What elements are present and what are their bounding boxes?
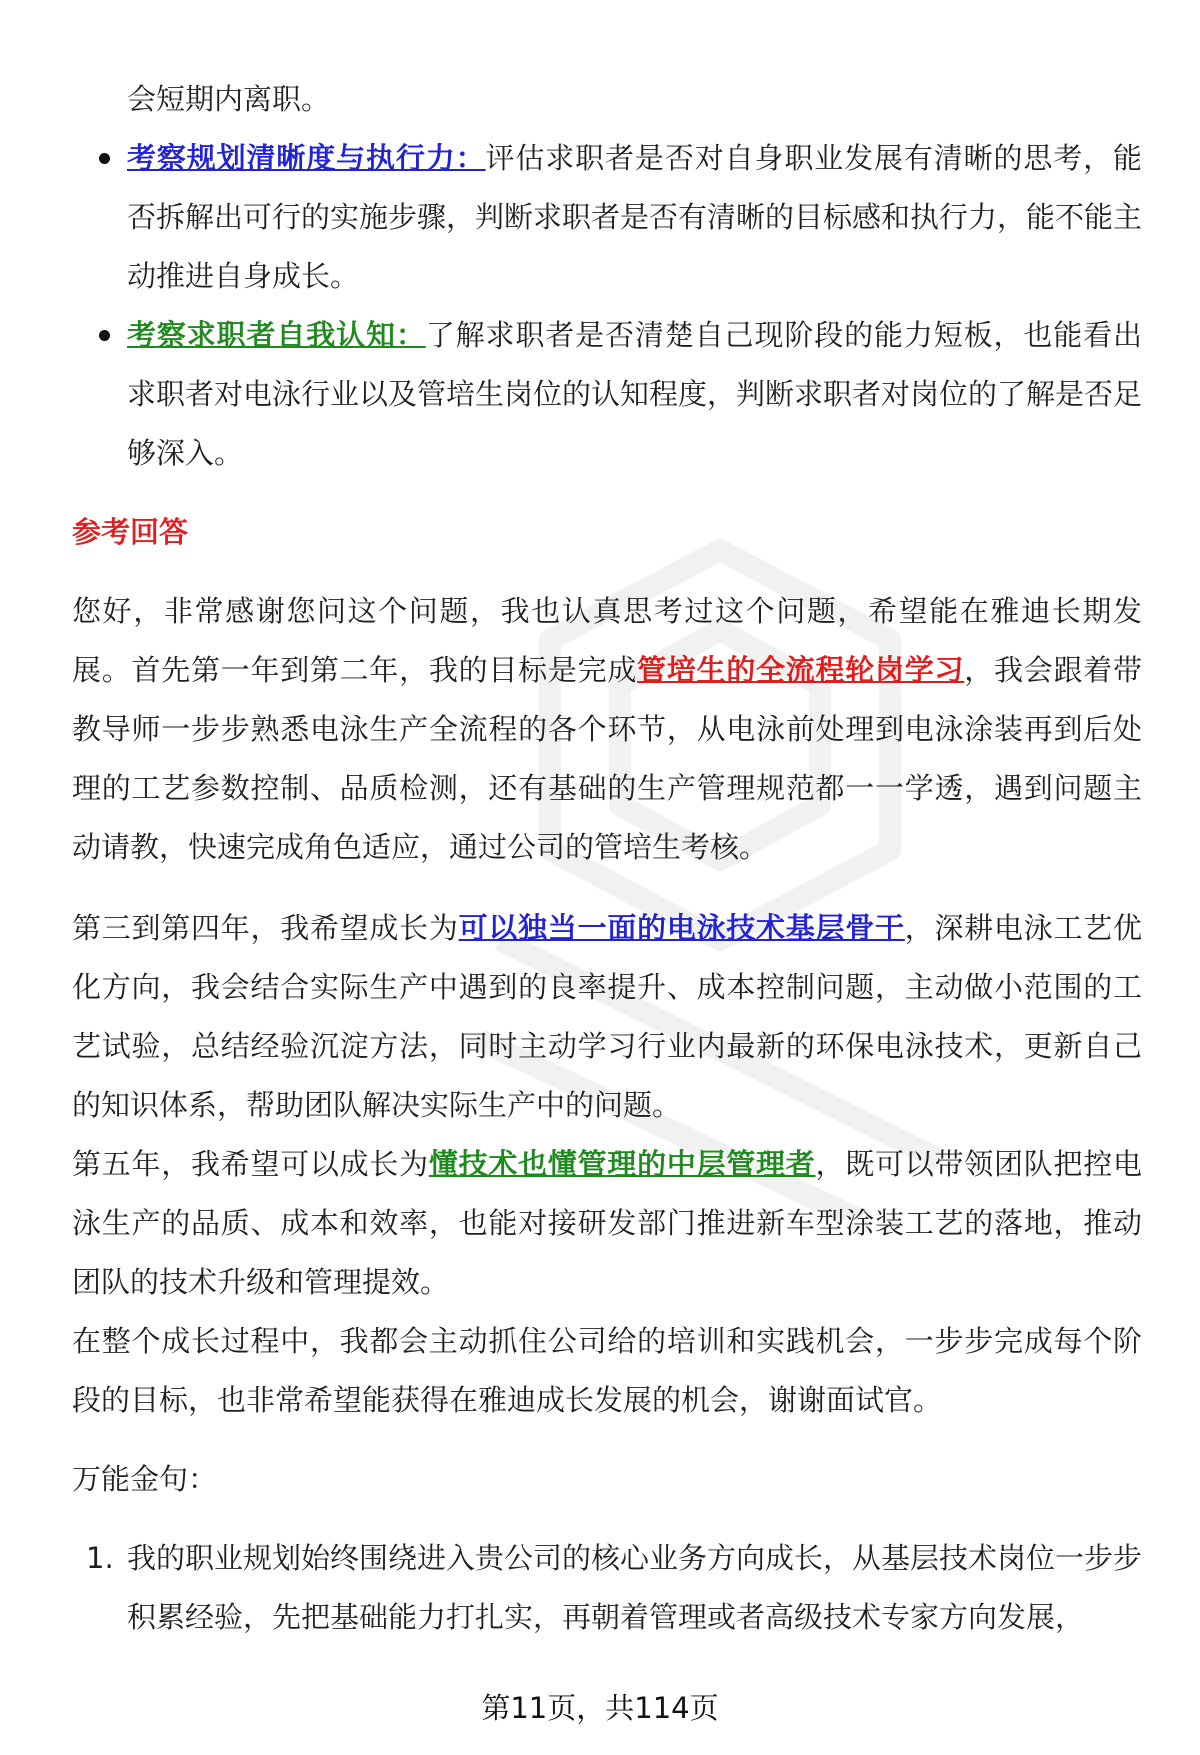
answer-text: ，既可以带领团队把控电泳生产的品质、成本和效率，也能对接研发部门推进新车型涂装工艺的落地，推动团队的技术升级和管理提效。 [72,1147,1142,1299]
answer-highlight: 可以独当一面的电泳技术基层骨干 [458,911,905,945]
section-title: 参考回答 [72,515,189,549]
list-item [72,1529,1142,1647]
page-footer: 第11页，共114页 [481,1691,719,1725]
criteria-text: 了解求职者是否清楚自己现阶段的能力短板，也能看出求职者对电泳行业以及管培生岗位的认知程度，判断求职者对岗位的了解是否足够深入。 [127,318,1143,470]
list-item [72,306,1142,483]
answer-text: 第三到第四年，我希望成长为 [72,911,459,945]
answer-highlight: 懂技术也懂管理的中层管理者 [428,1147,816,1181]
answer-paragraph [72,582,1142,877]
answer-paragraph: 在整个成长过程中，我都会主动抓住公司给的培训和实践机会，一步步完成每个阶段的目标，也非常希望能获得在雅迪成长发展的机会，谢谢面试官。 [72,1324,1142,1417]
answer-highlight: 管培生的全流程轮岗学习 [637,653,965,687]
answer-paragraph [72,899,1142,1135]
document-content [72,70,1142,1647]
answer-text: 第五年，我希望可以成长为 [72,1147,429,1181]
criteria-list [72,129,1142,483]
answer-text: ，我会跟着带教导师一步步熟悉电泳生产全流程的各个环节，从电泳前处理到电泳涂装再到后处理的工艺参数控制、品质检测，还有基础的生产管理规范都一一学透，遇到问题主动请教，快速完成角色适应，通过公司的管培生考核。 [72,653,1142,864]
continued-text: 会短期内离职。 [127,82,331,116]
golden-list [72,1529,1142,1647]
answer-text: 您好，非常感谢您问这个问题，我也认真思考过这个问题，希望能在雅迪长期发展。首先第一年到第二年，我的目标是完成 [72,594,1142,687]
bullet-icon [99,330,110,341]
criteria-label: 考察求职者自我认知： [127,318,426,352]
golden-text: 我的职业规划始终围绕进入贵公司的核心业务方向成长，从基层技术岗位一步步积累经验，先把基础能力打扎实，再朝着管理或者高级技术专家方向发展， [127,1541,1143,1634]
answer-paragraph [72,1135,1142,1312]
list-item [72,129,1142,306]
list-number: 1. [86,1541,114,1575]
golden-title: 万能金句： [72,1462,218,1496]
criteria-label: 考察规划清晰度与执行力： [127,141,486,175]
criteria-text: 评估求职者是否对自身职业发展有清晰的思考，能否拆解出可行的实施步骤，判断求职者是否有清晰的目标感和执行力，能不能主动推进自身成长。 [127,141,1143,293]
answer-text: ，深耕电泳工艺优化方向，我会结合实际生产中遇到的良率提升、成本控制问题，主动做小范围的工艺试验，总结经验沉淀方法，同时主动学习行业内最新的环保电泳技术，更新自己的知识体系，帮助团队解决实际生产中的问题。 [72,911,1142,1122]
bullet-icon [99,153,110,164]
